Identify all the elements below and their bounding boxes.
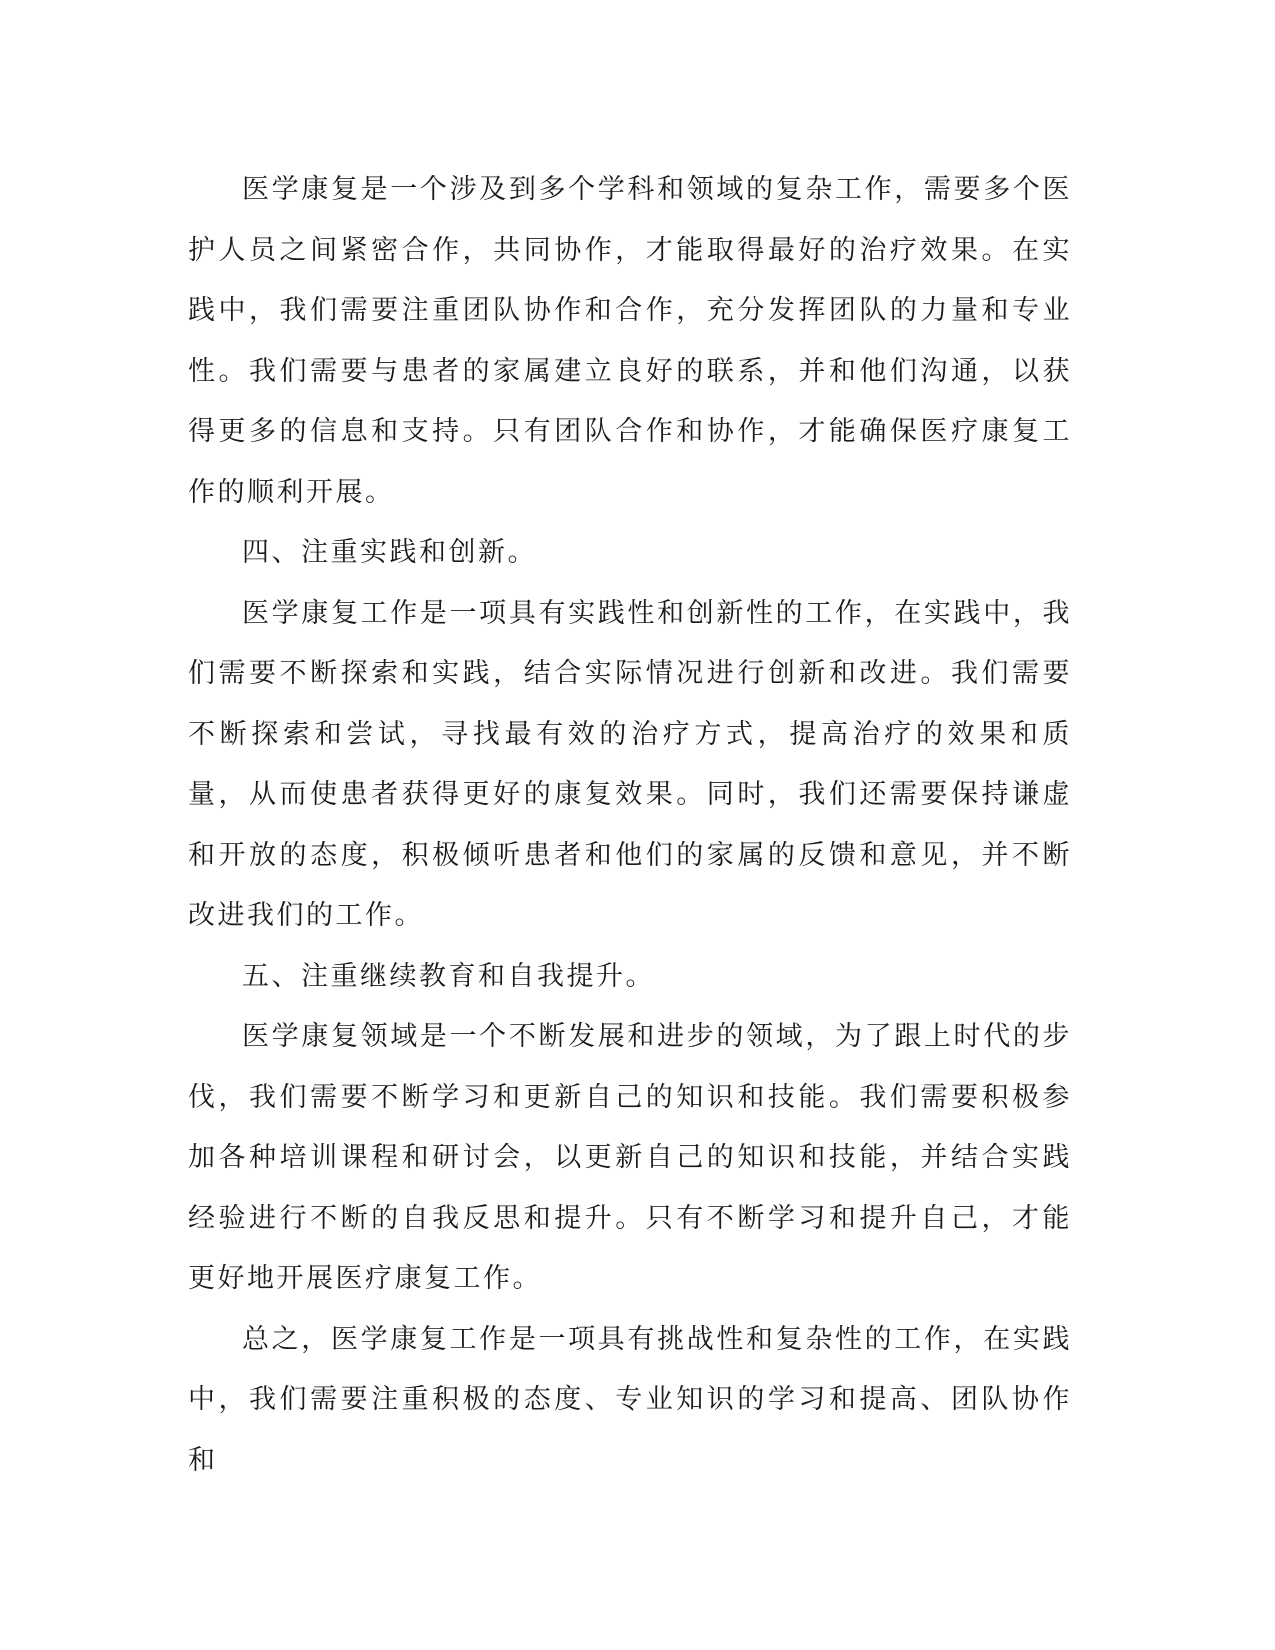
paragraph-practice-innovation: 医学康复工作是一项具有实践性和创新性的工作，在实践中，我们需要不断探索和实践，结合实际情况进行创新和改进。我们需要不断探索和尝试，寻找最有效的治疗方式，提高治疗的效果和质量，从而使患者获得更好的康复效果。同时，我们还需要保持谦虚和开放的态度，积极倾听患者和他们的家属的反馈和意见，并不断改进我们的工作。 (188, 597, 1072, 931)
paragraph-teamwork: 医学康复是一个涉及到多个学科和领域的复杂工作，需要多个医护人员之间紧密合作，共同协作，才能取得最好的治疗效果。在实践中，我们需要注重团队协作和合作，充分发挥团队的力量和专业性。我们需要与患者的家属建立良好的联系，并和他们沟通，以获得更多的信息和支持。只有团队合作和协作，才能确保医疗康复工作的顺利开展。 (188, 174, 1072, 508)
paragraph-continuing-education: 医学康复领域是一个不断发展和进步的领域，为了跟上时代的步伐，我们需要不断学习和更新自己的知识和技能。我们需要积极参加各种培训课程和研讨会，以更新自己的知识和技能，并结合实践经验进行不断的自我反思和提升。只有不断学习和提升自己，才能更好地开展医疗康复工作。 (188, 1021, 1072, 1294)
section-heading-continuing-education: 五、注重继续教育和自我提升。 (242, 960, 655, 992)
document-body (188, 160, 1072, 1491)
paragraph-summary: 总之，医学康复工作是一项具有挑战性和复杂性的工作，在实践中，我们需要注重积极的态度、专业知识的学习和提高、团队协作和 (188, 1323, 1072, 1476)
section-heading-practice-innovation: 四、注重实践和创新。 (242, 537, 537, 568)
